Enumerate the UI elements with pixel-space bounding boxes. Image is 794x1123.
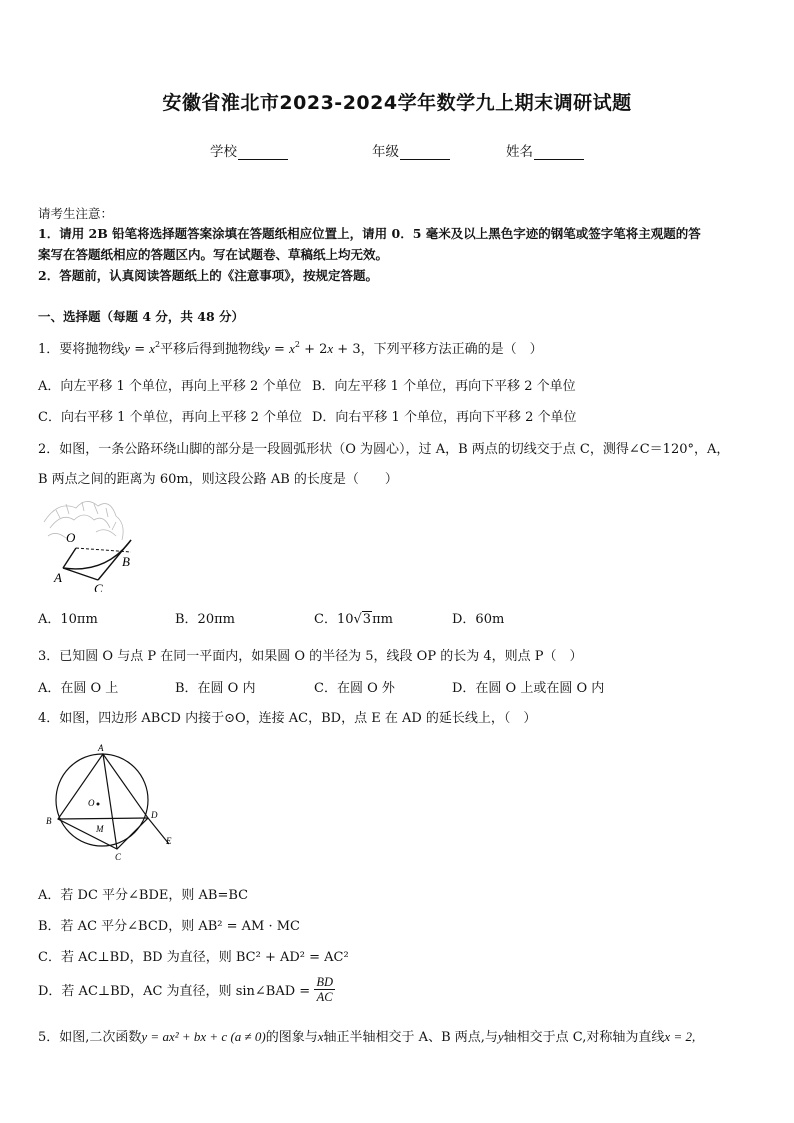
- q3-option-a[interactable]: A．在圆 O 上: [38, 681, 119, 696]
- question-4-stem: 4．如图，四边形 ABCD 内接于⊙O，连接 AC，BD，点 E 在 AD 的延长线上，（ ）: [38, 711, 537, 726]
- label-o: O: [66, 530, 76, 545]
- label-c: C: [94, 581, 103, 592]
- q1-option-c[interactable]: C．向右平移 1 个单位，再向上平移 2 个单位: [38, 410, 303, 425]
- q2-arc-figure: [36, 492, 146, 592]
- label-b: B: [46, 816, 52, 826]
- label-m: M: [96, 824, 104, 834]
- label-e: E: [166, 836, 172, 846]
- q2-option-b[interactable]: B．20πm: [175, 612, 235, 627]
- q2-option-c[interactable]: C．10√3πm: [314, 612, 393, 627]
- name-blank: [534, 147, 584, 160]
- section-heading: 一、选择题（每题 4 分，共 48 分）: [38, 309, 245, 324]
- label-o: O: [88, 798, 95, 808]
- notice-heading: 请考生注意：: [38, 206, 114, 221]
- tangent-ca: [63, 548, 76, 568]
- notice-line-2: 2．答题前，认真阅读答题纸上的《注意事项》，按规定答题。: [38, 268, 378, 283]
- center-dot: [97, 803, 100, 806]
- fraction-bd-ac: $\frac{BD}{AC}$: [316, 975, 333, 1004]
- q3-option-b[interactable]: B．在圆 O 内: [175, 681, 256, 696]
- label-a: A: [98, 743, 104, 753]
- mountain-sketch: [44, 501, 123, 540]
- label-b: B: [122, 554, 130, 569]
- diagonal-ac: [103, 754, 117, 849]
- q1-option-b[interactable]: B．向左平移 1 个单位，再向下平移 2 个单位: [312, 379, 576, 394]
- name-field: 姓名: [506, 140, 584, 160]
- diagonal-bd: [58, 818, 148, 819]
- q3-option-d[interactable]: D．在圆 O 上或在圆 O 内: [452, 681, 605, 696]
- school-blank: [238, 147, 288, 160]
- question-2-line-1: 2．如图，一条公路环绕山脚的部分是一段圆弧形状（O 为圆心），过 A，B 两点的切线交于点 C，测得∠C＝120°，A，: [38, 442, 730, 457]
- page-title: 安徽省淮北市2023-2024学年数学九上期末调研试题: [162, 92, 632, 114]
- question-5-stem: 5．如图,二次函数y = ax² + bx + c (a ≠ 0)的图象与x轴正半轴相交于 A、B 两点,与y轴相交于点 C,对称轴为直线x = 2,: [38, 1029, 696, 1045]
- q2-option-a[interactable]: A．10πm: [38, 612, 98, 627]
- school-field: 学校: [210, 140, 288, 160]
- q2-option-d[interactable]: D．60m: [452, 612, 505, 627]
- question-1-stem: 1．要将抛物线$y = x^2$平移后得到抛物线$y = x^2 + 2x + 3$，下列平移方法正确的是（ ）: [38, 340, 543, 357]
- q3-option-c[interactable]: C．在圆 O 外: [314, 681, 395, 696]
- grade-blank: [400, 147, 450, 160]
- q4-option-c[interactable]: C．若 AC⊥BD，BD 为直径，则 BC² + AD² = AC²: [38, 950, 349, 965]
- label-c: C: [115, 852, 122, 860]
- question-2-line-2: B 两点之间的距离为 60m，则这段公路 AB 的长度是（ ）: [38, 472, 398, 487]
- grade-field: 年级: [372, 140, 450, 160]
- question-3-stem: 3．已知圆 O 与点 P 在同一平面内，如果圆 O 的半径为 5，线段 OP 的长为 4，则点 P（ ）: [38, 649, 583, 664]
- q1-option-a[interactable]: A．向左平移 1 个单位，再向上平移 2 个单位: [38, 379, 302, 394]
- q4-option-d[interactable]: D．若 AC⊥BD，AC 为直径，则 sin∠BAD = $\frac{BD}{AC}$: [38, 975, 333, 1004]
- q4-option-b[interactable]: B．若 AC 平分∠BCD，则 AB² = AM · MC: [38, 919, 301, 934]
- notice-line-1a: 1．请用 2B 铅笔将选择题答案涂填在答题纸相应位置上，请用 0．5 毫米及以上黑色字迹的钢笔或签字笔将主观题的答: [38, 226, 701, 241]
- label-a: A: [54, 570, 62, 585]
- q4-option-a[interactable]: A．若 DC 平分∠BDE，则 AB=BC: [38, 888, 249, 903]
- tangent-ac: [63, 568, 98, 580]
- q4-circle-figure: [38, 740, 188, 860]
- q1-option-d[interactable]: D．向右平移 1 个单位，再向下平移 2 个单位: [312, 410, 577, 425]
- label-d: D: [151, 810, 158, 820]
- notice-line-1b: 案写在答题纸相应的答题区内。写在试题卷、草稿纸上均无效。: [38, 247, 389, 262]
